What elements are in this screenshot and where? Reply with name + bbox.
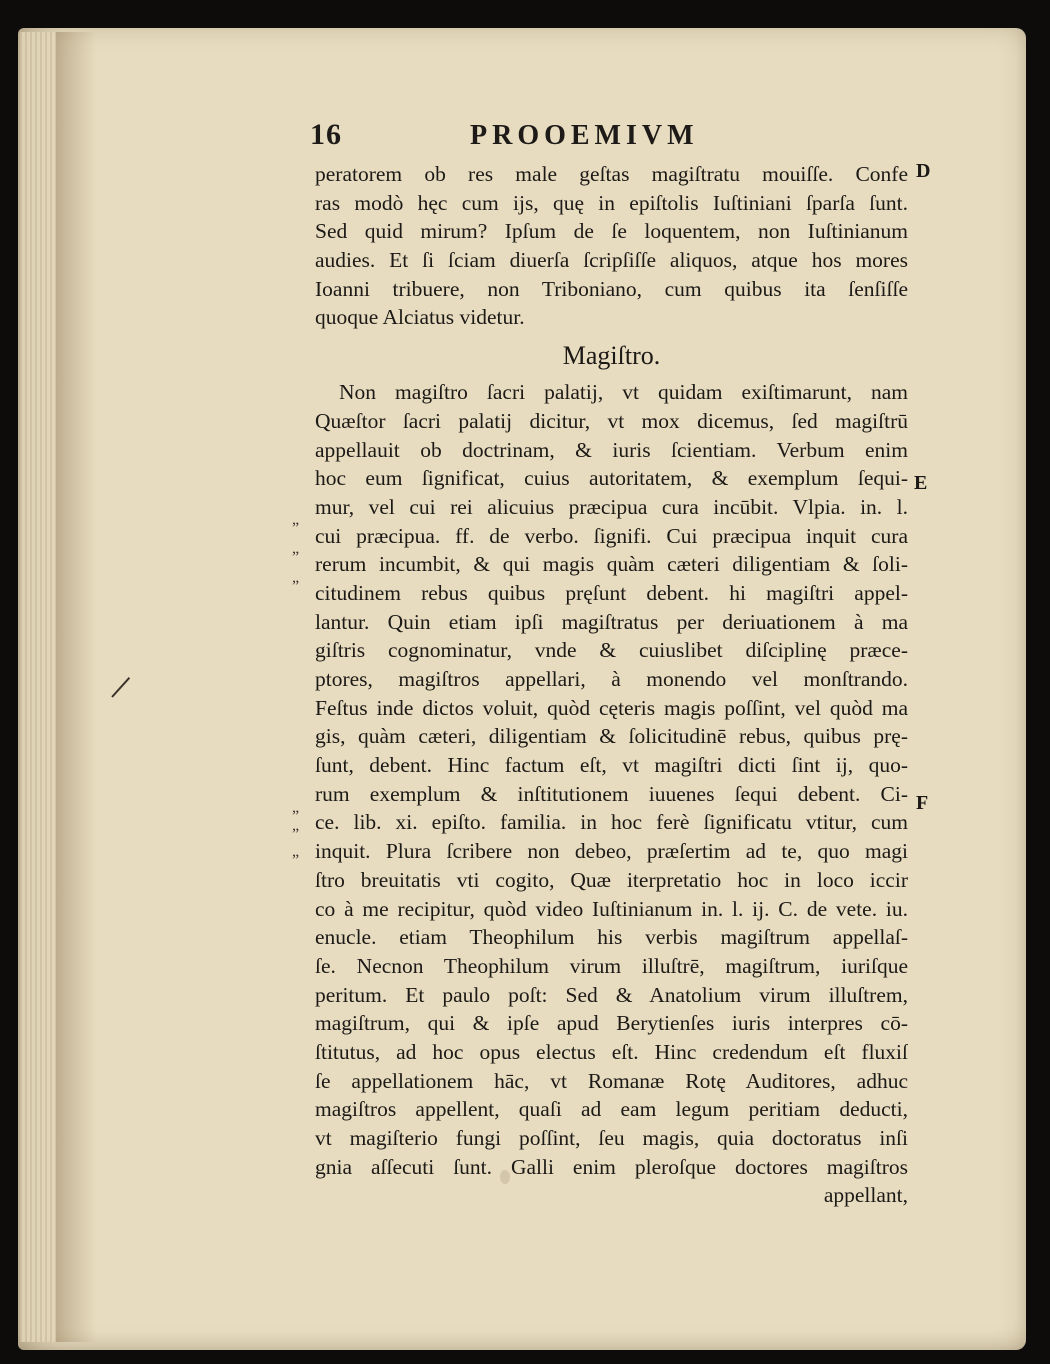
- text-line: lantur. Quin etiam ipſi magiſtratus per deriuationem à ma: [315, 609, 908, 634]
- text-line: gis, quàm cæteri, diligentiam & ſolicitudinē rebus, quibus prę-: [315, 724, 908, 749]
- marginal-quote-mark: ”: [292, 578, 300, 595]
- text-line: quoque Alciatus videtur.: [315, 305, 525, 330]
- text-line: ſtro breuitatis vti cogito, Quæ iterpretatio hoc in loco iccir: [315, 867, 908, 892]
- gutter-shadow: [56, 32, 96, 1342]
- text-line: Non magiſtro ſacri palatij, vt quidam exiſtimarunt, nam: [339, 380, 908, 405]
- text-line: ſe. Necnon Theophilum virum illuſtrē, magiſtrum, iuriſque: [315, 953, 908, 978]
- text-line: hoc eum ſignificat, cuius autoritatem, & exemplum ſequi-: [315, 466, 908, 491]
- text-line: cui præcipua. ff. de verbo. ſignifi. Cui præcipua inquit cura: [315, 523, 908, 548]
- folio-number: 16: [310, 118, 342, 151]
- page-header: [310, 118, 910, 158]
- text-line: Sed quid mirum? Ipſum de ſe loquentem, non Iuſtinianum: [315, 219, 908, 244]
- text-line: inquit. Plura ſcribere non debeo, præſertim ad te, quo magi: [315, 839, 908, 864]
- marginal-quote-mark: ”: [292, 808, 300, 825]
- section-title: Magiſtro.: [562, 341, 661, 371]
- text-line: ſtitutus, ad hoc opus electus eſt. Hinc credendum eſt fluxiſ: [315, 1039, 908, 1064]
- text-line: rum exemplum & inſtitutionem iuuenes ſequi debent. Ci-: [315, 781, 908, 806]
- text-line: magiſtrum, qui & ipſe apud Berytienſes iuris interpres cō-: [315, 1011, 908, 1036]
- text-line: Feſtus inde dictos voluit, quòd cęteris magis poſſint, vel quòd ma: [315, 695, 908, 720]
- text-line: ptores, magiſtros appellari, à monendo vel monſtrando.: [315, 667, 908, 691]
- text-line: citudinem rebus quibus pręſunt debent. hi magiſtri appel-: [315, 580, 908, 605]
- text-line: ſe appellationem hāc, vt Romanæ Rotę Auditores, adhuc: [315, 1068, 908, 1093]
- marginal-quote-mark: ”: [292, 520, 300, 537]
- text-line: gnia aſſecuti ſunt. Galli enim pleroſque doctores magiſtros: [315, 1154, 908, 1179]
- text-line: peritum. Et paulo poſt: Sed & Anatolium virum illuſtrem,: [315, 982, 908, 1007]
- text-line: peratorem ob res male geſtas magiſtratu mouiſſe. Confe: [315, 162, 908, 186]
- text-line: co à me recipitur, quòd video Iuſtinianum in. l. ij. C. de vete. iu.: [315, 896, 908, 921]
- marginal-quote-mark: ”: [292, 549, 300, 566]
- margin-letter-d: D: [916, 160, 931, 182]
- text-line: rerum incumbit, & qui magis quàm cæteri diligentiam & ſoli-: [315, 552, 908, 577]
- text-line: mur, vel cui rei alicuius præcipua cura incūbit. Vlpia. in. l.: [315, 494, 908, 519]
- margin-letter-e: E: [914, 472, 928, 494]
- text-line: giſtris cognominatur, vnde & cuiuslibet diſciplinę præce-: [315, 638, 908, 663]
- text-line: magiſtros appellent, quaſi ad eam legum peritiam deducti,: [315, 1097, 908, 1122]
- catchword: appellant,: [823, 1183, 908, 1208]
- text-line: ce. lib. xi. epiſto. familia. in hoc ferè ſignificatu vtitur, cum: [315, 810, 908, 835]
- marginal-quote-mark: ”: [292, 826, 300, 843]
- page-edges: [20, 32, 56, 1342]
- text-block: [315, 160, 908, 1210]
- text-line: Quæſtor ſacri palatij dicitur, vt mox dicemus, ſed magiſtrū: [315, 408, 908, 433]
- text-line: enucle. etiam Theophilum his verbis magiſtrum appellaſ-: [315, 925, 908, 950]
- running-head: PROOEMIVM: [470, 120, 699, 151]
- text-line: ras modò hęc cum ijs, quę in epiſtolis Iuſtiniani ſparſa ſunt.: [315, 190, 908, 215]
- text-line: ſunt, debent. Hinc factum eſt, vt magiſtri dicti ſint ij, quo-: [315, 753, 908, 778]
- text-line: vt magiſterio fungi poſſint, ſeu magis, quia doctoratus inſi: [315, 1126, 908, 1150]
- text-line: appellauit ob doctrinam, & iuris ſcientiam. Verbum enim: [315, 437, 908, 462]
- marginal-quote-mark: ”: [292, 852, 300, 869]
- margin-letter-f: F: [916, 792, 929, 814]
- text-line: audies. Et ſi ſciam diuerſa ſcripſiſſe aliquos, atque hos mores: [315, 248, 908, 273]
- text-line: Ioanni tribuere, non Triboniano, cum quibus ita ſenſiſſe: [315, 276, 908, 301]
